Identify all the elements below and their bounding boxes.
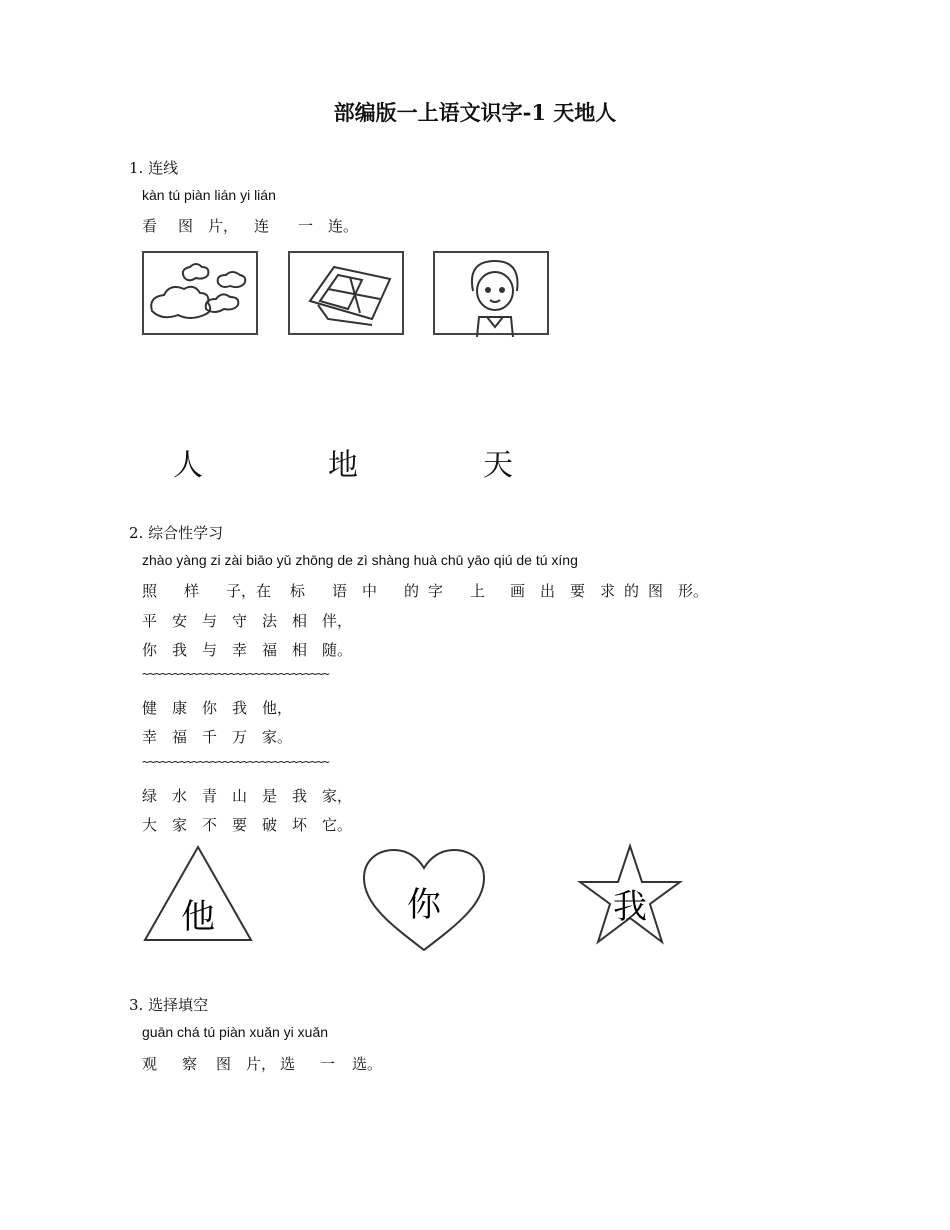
char: 幸 <box>232 641 248 659</box>
char: 它。 <box>322 816 353 834</box>
char: 画 <box>510 582 526 600</box>
char: 康 <box>172 699 188 717</box>
option-char: 天 <box>483 448 513 483</box>
char: 看 <box>142 217 158 235</box>
char: 千 <box>202 728 218 746</box>
heart-char: 你 <box>407 885 441 925</box>
char: 我 <box>232 699 248 717</box>
char: 出 <box>540 582 556 600</box>
clouds-icon <box>144 253 260 337</box>
char: 要 <box>570 582 586 600</box>
section1-heading: 1. 连线 <box>129 159 179 177</box>
poem2-line1 <box>142 697 302 718</box>
char: 语 <box>332 582 348 600</box>
char: 平 <box>142 612 158 630</box>
option-char: 人 <box>173 448 203 483</box>
char: 水 <box>172 787 188 805</box>
char: 一 <box>298 217 314 235</box>
char: 破 <box>262 816 278 834</box>
char: 图 <box>216 1055 232 1073</box>
triangle-shape <box>142 844 254 944</box>
char: 他， <box>262 699 293 717</box>
char: 选 <box>280 1055 296 1073</box>
char: 连。 <box>328 217 359 235</box>
clouds-picture <box>142 251 258 335</box>
field-icon <box>290 253 406 337</box>
char: 山 <box>232 787 248 805</box>
poem3-line2 <box>142 814 362 835</box>
char: 相 <box>292 612 308 630</box>
char: 中 <box>362 582 378 600</box>
char: 与 <box>202 612 218 630</box>
section3-heading: 3. 选择填空 <box>129 996 209 1014</box>
star-shape <box>574 842 686 954</box>
char: 察 <box>182 1055 198 1073</box>
char: 片， <box>208 217 239 235</box>
section2-heading: 2. 综合性学习 <box>129 524 224 542</box>
char: 福 <box>262 641 278 659</box>
char: 不 <box>202 816 218 834</box>
char: 连 <box>254 217 270 235</box>
char: 青 <box>202 787 218 805</box>
worksheet-title: 部编版一上语文识字-1 天地人 <box>333 100 617 125</box>
char: 子，在 <box>226 582 272 600</box>
char: 观 <box>142 1055 158 1073</box>
char: 形。 <box>678 582 709 600</box>
section3-pinyin: guān chá tú piàn xuǎn yi xuǎn <box>142 1024 329 1040</box>
heart-shape <box>360 846 488 956</box>
char: 与 <box>202 641 218 659</box>
char: 坏 <box>292 816 308 834</box>
char: 守 <box>232 612 248 630</box>
char: 的 <box>404 582 420 600</box>
triangle-char: 他 <box>181 897 215 937</box>
char: 上 <box>470 582 486 600</box>
poem3-line1 <box>142 785 362 806</box>
star-char: 我 <box>613 887 647 927</box>
char: 家。 <box>262 728 293 746</box>
poem2-line2 <box>142 726 302 747</box>
char: 的 <box>624 582 640 600</box>
char: 选。 <box>352 1055 383 1073</box>
char: 大 <box>142 816 158 834</box>
char: 福 <box>172 728 188 746</box>
char: 照 <box>142 582 158 600</box>
char: 随。 <box>322 641 353 659</box>
divider: ~~~~~~~~~~~~~~~~~~~~~~~~~~~~~~ <box>142 755 329 769</box>
char: 标 <box>290 582 306 600</box>
poem1-line1 <box>142 610 362 631</box>
char: 绿 <box>142 787 158 805</box>
char: 法 <box>262 612 278 630</box>
char: 家 <box>172 816 188 834</box>
poem1-line2 <box>142 639 362 660</box>
char: 幸 <box>142 728 158 746</box>
char: 你 <box>202 699 218 717</box>
girl-picture <box>433 251 549 335</box>
char: 求 <box>600 582 616 600</box>
divider: ~~~~~~~~~~~~~~~~~~~~~~~~~~~~~~ <box>142 667 329 681</box>
char: 图 <box>648 582 664 600</box>
char: 家， <box>322 787 353 805</box>
char: 片， <box>246 1055 277 1073</box>
section2-instruction <box>142 580 718 601</box>
char: 伴， <box>322 612 353 630</box>
field-picture <box>288 251 404 335</box>
option-char: 地 <box>328 448 358 483</box>
char: 安 <box>172 612 188 630</box>
char: 健 <box>142 699 158 717</box>
char: 我 <box>292 787 308 805</box>
char: 万 <box>232 728 248 746</box>
char: 你 <box>142 641 158 659</box>
char: 图 <box>178 217 194 235</box>
section3-instruction <box>142 1053 392 1074</box>
girl-icon <box>435 253 551 337</box>
char: 一 <box>320 1055 336 1073</box>
char: 相 <box>292 641 308 659</box>
section1-instruction <box>142 215 368 236</box>
char: 是 <box>262 787 278 805</box>
char: 样 <box>184 582 200 600</box>
char: 字 <box>428 582 444 600</box>
section2-pinyin: zhào yàng zi zài biāo yǔ zhōng de zì shàng huà chū yāo qiú de tú xíng <box>142 552 578 568</box>
char: 要 <box>232 816 248 834</box>
section1-pinyin: kàn tú piàn lián yi lián <box>142 187 276 203</box>
char: 我 <box>172 641 188 659</box>
